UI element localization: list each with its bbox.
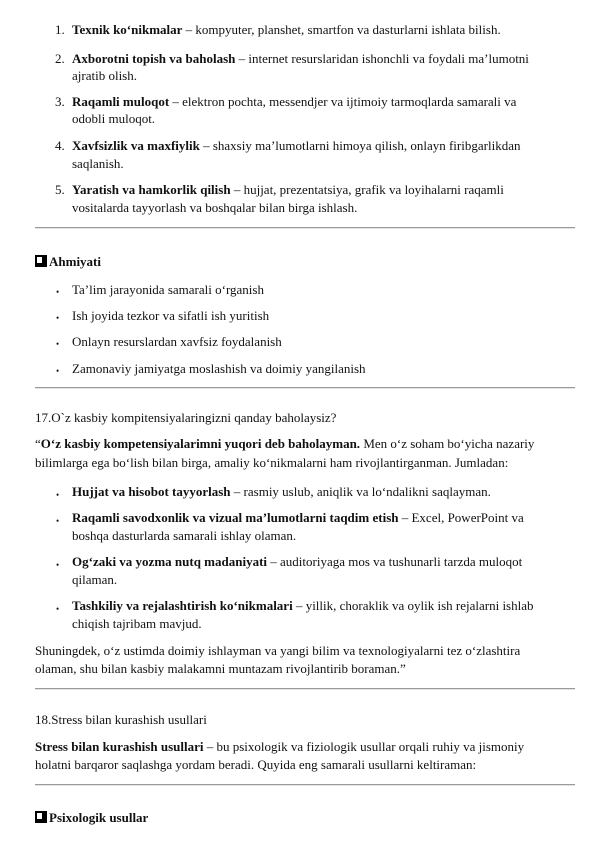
horizontal-divider [35, 227, 575, 229]
answer-paragraph [35, 739, 524, 755]
heading-text: Psixologik usullar [49, 810, 149, 825]
square-icon [35, 811, 47, 823]
list-item [72, 182, 504, 198]
list-item: Onlayn resurslardan xavfsiz foydalanish [72, 334, 282, 349]
item-term: Yaratish va hamkorlik qilish [72, 182, 231, 197]
list-item [72, 51, 529, 67]
bullet-icon: • [56, 339, 60, 349]
answer-closing: Shuningdek, o‘z ustimda doimiy ishlayman va yangi bilim va texnologiyalarni tez o‘zlashtira [35, 643, 521, 658]
answer-lead: Stress bilan kurashish usullari [35, 739, 204, 754]
item-desc: – auditoriyaga mos va tushunarli tarzda muloqot [267, 554, 523, 569]
list-number: 2. [55, 51, 65, 66]
list-item-continuation: ajratib olish. [72, 68, 137, 83]
list-item [72, 510, 524, 526]
list-item: Zamonaviy jamiyatga moslashish va doimiy yangilanish [72, 361, 366, 376]
item-term: Raqamli muloqot [72, 94, 170, 109]
bullet-icon: • [56, 516, 60, 526]
item-term: Hujjat va hisobot tayyorlash [72, 484, 231, 499]
answer-intro [35, 436, 534, 452]
list-item [72, 94, 516, 110]
answer-closing-continuation: olaman, shu bilan kasbiy malakamni muntazam rivojlantirib boraman.” [35, 661, 406, 676]
item-term: Tashkiliy va rejalashtirish ko‘nikmalari [72, 598, 293, 613]
bullet-icon: • [56, 490, 60, 500]
item-desc: – Excel, PowerPoint va [398, 510, 524, 525]
list-item-continuation: boshqa dasturlarda samarali ishlay olaman. [72, 528, 297, 543]
list-item: Ta’lim jarayonida samarali o‘rganish [72, 282, 264, 297]
item-term: Og‘zaki va yozma nutq madaniyati [72, 554, 268, 569]
item-desc: – kompyuter, planshet, smartfon va dasturlarni ishlata bilish. [182, 22, 501, 37]
list-number: 3. [55, 94, 65, 109]
section-heading-ahmiyati [35, 254, 101, 270]
bullet-icon: • [56, 604, 60, 614]
list-number: 1. [55, 22, 65, 37]
item-desc: – shaxsiy ma’lumotlarni himoya qilish, onlayn firibgarlikdan [199, 138, 521, 153]
item-desc: – hujjat, prezentatsiya, grafik va loyihalarni raqamli [230, 182, 504, 197]
list-item [72, 138, 520, 154]
list-item: Ish joyida tezkor va sifatli ish yuritish [72, 308, 270, 323]
list-number: 5. [55, 182, 65, 197]
keycap-number-icon [35, 255, 47, 267]
item-desc: – elektron pochta, messendjer va ijtimoiy tarmoqlarda samarali va [169, 94, 517, 109]
list-item [72, 484, 491, 500]
item-desc: – rasmiy uslub, aniqlik va lo‘ndalikni saqlayman. [230, 484, 491, 499]
item-term: Axborotni topish va baholash [72, 51, 236, 66]
item-desc: – internet resurslaridan ishonchli va foydali ma’lumotni [235, 51, 529, 66]
bullet-icon: • [56, 366, 60, 376]
heading-text: Ahmiyati [49, 254, 101, 269]
horizontal-divider [35, 784, 575, 786]
answer-paragraph-continuation: holatni barqaror saqlashga yordam beradi. Quyida eng samarali usullarni keltiraman: [35, 757, 477, 772]
list-item [72, 598, 534, 614]
list-number: 4. [55, 138, 65, 153]
list-item-continuation: qilaman. [72, 572, 118, 587]
horizontal-divider [35, 688, 575, 690]
list-item-continuation: vositalarda tayyorlash va boshqalar bilan birga ishlash. [72, 200, 358, 215]
list-item-continuation: saqlanish. [72, 156, 124, 171]
answer-intro-continuation: bilimlarga ega bo‘lish bilan birga, amaliy ko‘nikmalarni ham rivojlantirganman. Jumladan: [35, 455, 509, 470]
answer-lead: O‘z kasbiy kompetensiyalarimni yuqori deb baholayman. [40, 436, 361, 451]
answer-text: – bu psixologik va fiziologik usullar orqali ruhiy va jismoniy [203, 739, 525, 754]
list-item-continuation: chiqish tajribam mavjud. [72, 616, 202, 631]
list-item-continuation: odobli muloqot. [72, 111, 156, 126]
bullet-icon: • [56, 560, 60, 570]
item-term: Texnik ko‘nikmalar [72, 22, 183, 37]
question-18: 18.Stress bilan kurashish usullari [35, 712, 207, 727]
horizontal-divider [35, 387, 575, 389]
opening-quote: “ [35, 436, 41, 451]
bullet-icon: • [56, 313, 60, 323]
item-term: Xavfsizlik va maxfiylik [72, 138, 200, 153]
item-desc: – yillik, choraklik va oylik ish rejalarni ishlab [292, 598, 534, 613]
list-item [72, 22, 501, 38]
answer-text: Men o‘z soham bo‘yicha nazariy [360, 436, 535, 451]
list-item [72, 554, 522, 570]
section-heading-psixologik [35, 810, 148, 826]
bullet-icon: • [56, 287, 60, 297]
question-17: 17.O`z kasbiy kompitensiyalaringizni qanday baholaysiz? [35, 410, 337, 425]
item-term: Raqamli savodxonlik va vizual ma’lumotlarni taqdim etish [72, 510, 399, 525]
